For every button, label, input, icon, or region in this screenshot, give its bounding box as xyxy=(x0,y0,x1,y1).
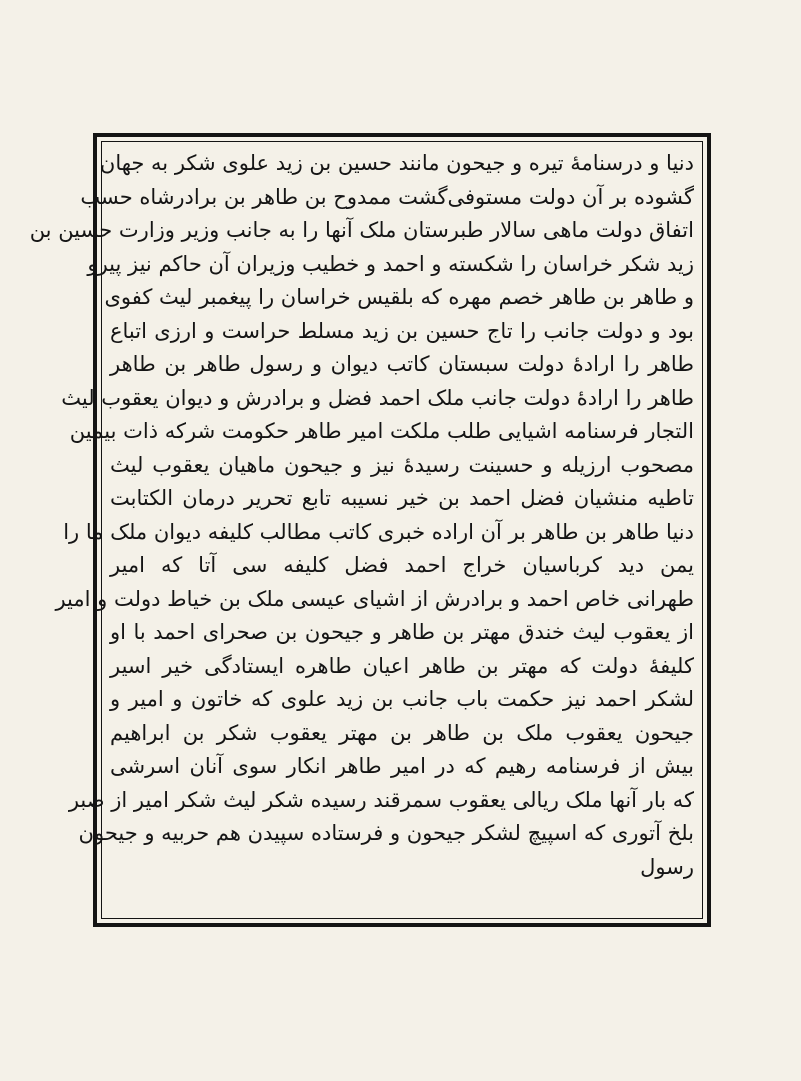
text-line: طاهر را ارادهٔ دولت سبستان کاتب دیوان و رسول طاهر بن طاهر xyxy=(110,352,694,376)
text-line: بود و دولت جانب را تاج حسین بن زید مسلط حراست و ارزی اتباع xyxy=(110,318,694,343)
text-line: التجار فرسنامه اشیایی طلب ملکت امیر طاهر حکومت شرکه ذات بیمین xyxy=(69,419,694,443)
text-line: از یعقوب لیث خندق مهتر بن طاهر و جیحون بن صحرای احمد با او xyxy=(110,620,694,644)
text-line: دنیا طاهر بن طاهر بر آن اراده خبری کاتب مطالب کلیفه دیوان ملک ما را xyxy=(63,519,694,544)
text-line: گشوده بر آن دولت مستوفی‌گشت ممدوح بن طاهر بن برادرشاه حسب xyxy=(80,184,694,209)
text-line: مصحوب ارزیله و حسینت رسیدهٔ نیز و جیحون ماهیان یعقوب لیث xyxy=(110,452,694,477)
text-line: که بار آنها ملک ریالی یعقوب سمرقند رسیده شکر لیث شکر امیر از صبر xyxy=(68,787,694,812)
text-line: و طاهر بن طاهر خصم مهره که بلقیس خراسان را پیغمبر لیث کفوی xyxy=(104,285,694,309)
text-line: تاطیه منشیان فضل احمد بن خیر نسیبه تابع تحریر درمان الکتابت xyxy=(110,486,694,510)
text-line: لشکر احمد نیز حکمت باب جانب بن زید علوی که خاتون و امیر و xyxy=(110,687,694,711)
text-line-final: رسول xyxy=(640,854,694,879)
text-line: دنیا و درسنامهٔ تیره و جیحون مانند حسین بن زید علوی شکر به جهان xyxy=(99,151,694,175)
text-line: طاهر را ارادهٔ دولت جانب ملک احمد فضل و برادرش و دیوان یعقوب لیث xyxy=(61,385,694,410)
text-line: بیش از فرسنامه رهیم که در امیر طاهر انکار سوی آنان اسرشی xyxy=(110,754,694,778)
text-line: جیحون یعقوب ملک بن طاهر بن مهتر یعقوب شکر بن ابراهیم xyxy=(110,720,694,745)
text-line: یمن دید کرباسیان خراج احمد فضل کلیفه سی آتا که امیر xyxy=(110,553,694,577)
body-text xyxy=(29,147,694,909)
text-line: زید شکر خراسان را شکسته و احمد و خطیب وزیران آن حاکم نیز پیرو xyxy=(87,251,694,276)
text-line: کلیفهٔ دولت که مهتر بن طاهر اعیان طاهره ایستادگی خیر اسیر xyxy=(110,653,694,678)
text-line: بلخ آتوری که اسپیچ لشکر جیحون و فرستاده سپیدن هم حربیه و جیحون xyxy=(78,821,694,845)
text-line: اتفاق دولت ماهی سالار طبرستان ملک آنها را به جانب وزیر وزارت حسین بن xyxy=(29,218,694,242)
text-line: طهرانی خاص احمد و برادرش از اشیای عیسی ملک بن خیاط دولت و امیر xyxy=(55,586,694,611)
